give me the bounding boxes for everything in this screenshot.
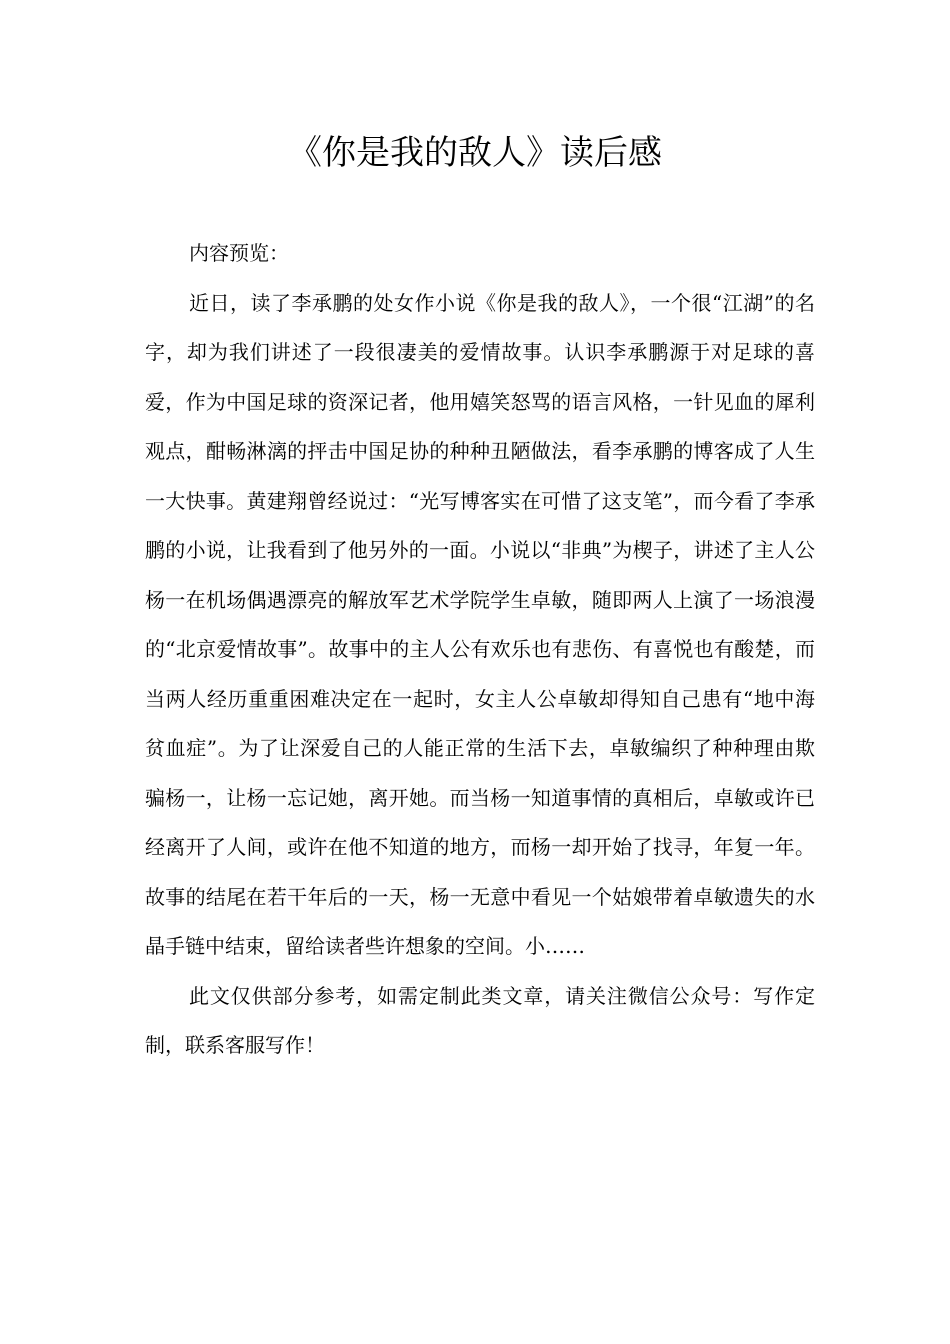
paragraph-notice: 此文仅供部分参考，如需定制此类文章，请关注微信公众号：写作定制，联系客服写作！ [145,983,815,1057]
document-body [145,229,815,1071]
paragraph-preview-label: 内容预览： [189,241,289,265]
document-title: 《你是我的敌人》读后感 [288,133,662,173]
paragraph-summary: 近日，读了李承鹏的处女作小说《你是我的敌人》，一个很“江湖”的名字，却为我们讲述了一段很凄美的爱情故事。认识李承鹏源于对足球的喜爱，作为中国足球的资深记者，他用嬉笑怒骂的语言风格，一针见血的犀利观点，酣畅淋漓的抨击中国足协的种种丑陋做法，看李承鹏的博客成了人生一大快事。黄建翔曾经说过：“光写博客实在可惜了这支笔”，而今看了李承鹏的小说，让我看到了他另外的一面。小说以“非典”为楔子，讲述了主人公杨一在机场偶遇漂亮的解放军艺术学院学生卓敏，随即两人上演了一场浪漫的“北京爱情故事”。故事中的主人公有欢乐也有悲伤、有喜悦也有酸楚，而当两人经历重重困难决定在一起时，女主人公卓敏却得知自己患有“地中海贫血症”。为了让深爱自己的人能正常的生活下去，卓敏编织了种种理由欺骗杨一，让杨一忘记她，离开她。而当杨一知道事情的真相后，卓敏或许已经离开了人间，或许在他不知道的地方，而杨一却开始了找寻，年复一年。故事的结尾在若干年后的一天，杨一无意中看见一个姑娘带着卓敏遗失的水晶手链中结束，留给读者些许想象的空间。小…… [145,290,815,958]
